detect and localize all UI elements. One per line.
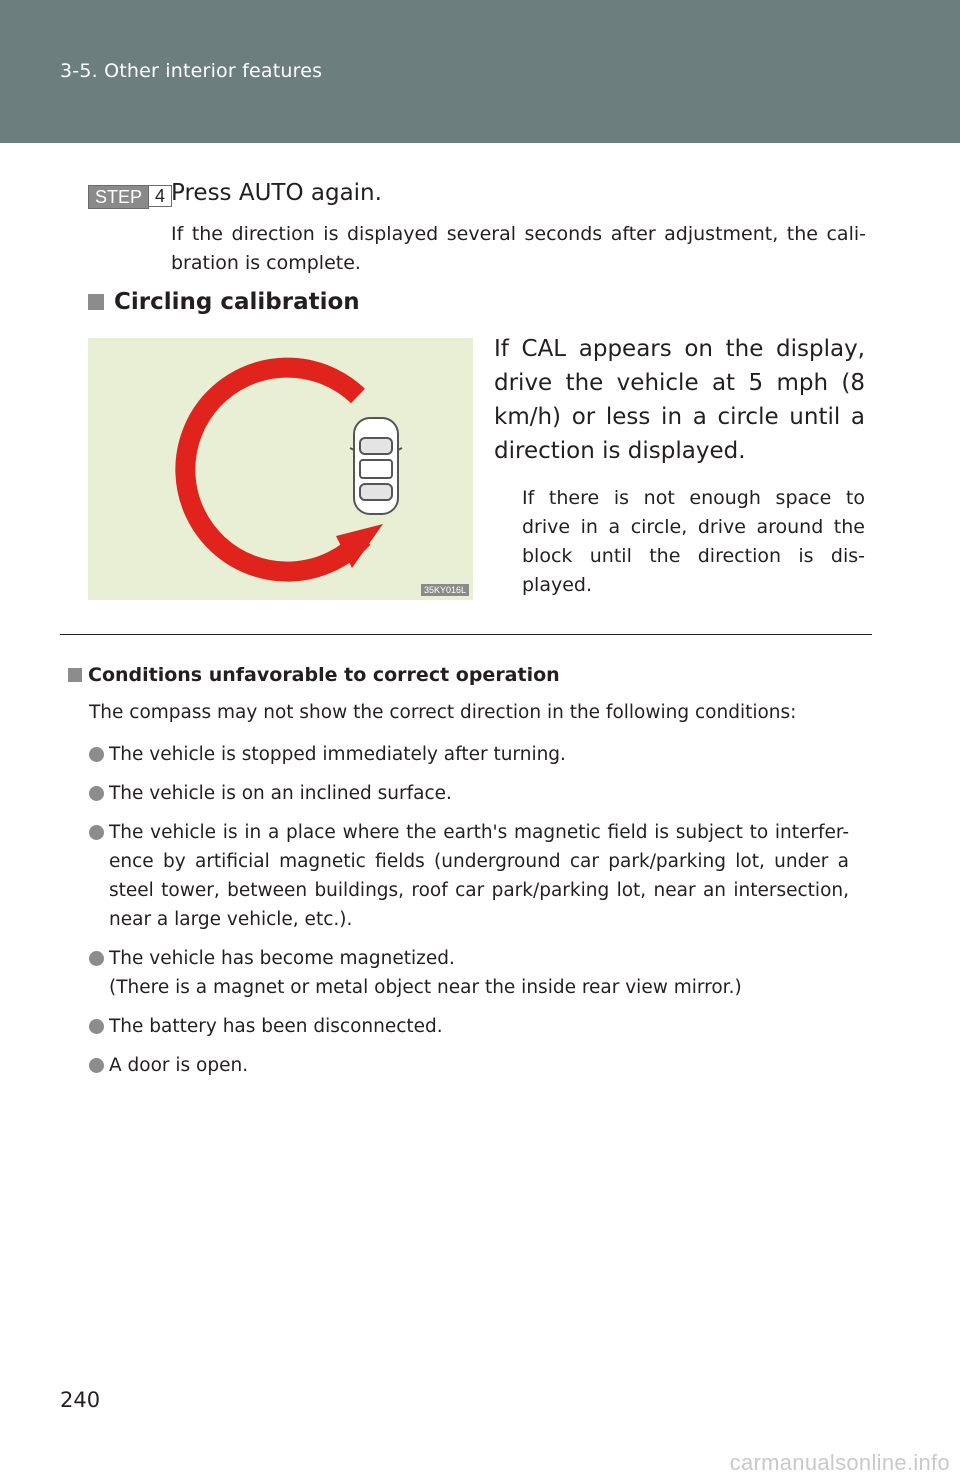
step-instruction: Press AUTO again. [171, 180, 382, 206]
bullet-dot-icon [89, 1058, 104, 1073]
page-header [0, 0, 960, 143]
circling-heading [88, 289, 360, 315]
list-item: A door is open. [89, 1051, 849, 1080]
list-item-subnote: (There is a magnet or metal object near the inside rear view mirror.) [109, 977, 742, 998]
illustration-code: 35KY016L [421, 584, 469, 596]
page-number: 240 [60, 1388, 101, 1412]
circle-arrow-diagram [88, 338, 473, 600]
bullet-dot-icon [89, 825, 104, 840]
conditions-heading-text: Conditions unfavorable to correct operation [88, 664, 560, 686]
section-title: 3-5. Other interior features [60, 60, 323, 82]
bullet-dot-icon [89, 1019, 104, 1034]
car-top-view-icon [350, 418, 402, 514]
list-item: The vehicle is on an inclined surface. [89, 779, 849, 808]
list-item: The vehicle is in a place where the earth's magnetic field is subject to interfer-ence by artificial magnetic fields (underground car park/parking lot, under a steel tower, between buildings, roof car park/parking lot, near an intersection, near a large vehicle, etc.). [89, 818, 849, 934]
circling-instruction: If CAL appears on the display, drive the vehicle at 5 mph (8 km/h) or less in a circle until a direction is displayed. [494, 336, 865, 464]
circling-illustration [88, 338, 473, 600]
step-badge [88, 185, 172, 207]
circling-note: If there is not enough space to drive in a circle, drive around the block until the direction is dis-played. [522, 487, 865, 596]
step-note: If the direction is displayed several seconds after adjustment, the cali-bration is complete. [171, 223, 866, 274]
bullet-dot-icon [89, 786, 104, 801]
circling-heading-text: Circling calibration [114, 289, 360, 315]
square-bullet-icon [88, 294, 104, 310]
square-bullet-icon [68, 668, 82, 682]
conditions-heading [68, 664, 560, 686]
bullet-dot-icon [89, 747, 104, 762]
list-item: The battery has been disconnected. [89, 1012, 849, 1041]
conditions-intro: The compass may not show the correct direction in the following conditions: [89, 702, 797, 723]
circular-arrow-icon [185, 368, 363, 572]
step-number: 4 [149, 185, 172, 207]
bullet-dot-icon [89, 951, 104, 966]
conditions-list [89, 740, 849, 1090]
section-divider [60, 634, 872, 635]
list-item: The vehicle is stopped immediately after turning. [89, 740, 849, 769]
watermark: carmanualsonline.info [729, 1450, 950, 1475]
step-label: STEP [88, 185, 149, 209]
list-item: The vehicle has become magnetized. (There is a magnet or metal object near the inside rear view mirror.) [89, 944, 849, 1002]
